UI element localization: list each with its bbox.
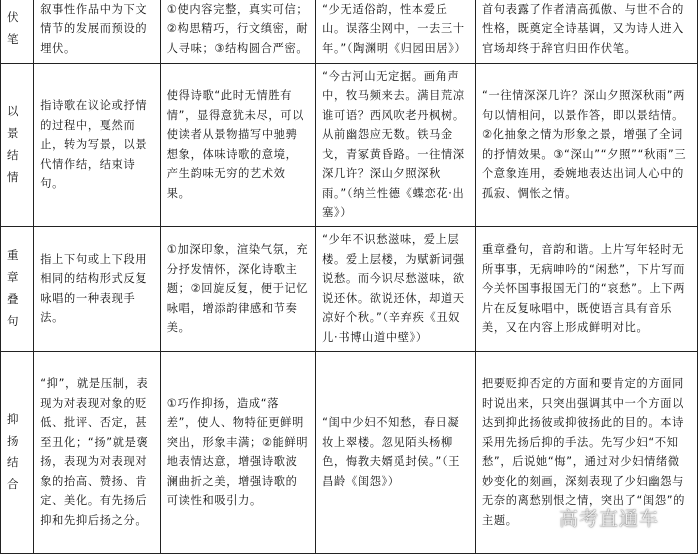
analysis-cell: 首句表露了作者清高孤傲、与世不合的性格，既奠定全诗基调，又为诗人进入官场却终于辞官归田作伏笔。 bbox=[475, 0, 697, 64]
effect-cell: 使得诗歌“此时无情胜有情”，显得意犹未尽，可以使读者从景物描写中驰骋想象，体味诗歌的意境，产生韵味无穷的艺术效果。 bbox=[160, 64, 315, 227]
table-row bbox=[1, 0, 698, 64]
definition-cell: “抑”，就是压制，表现为对表现对象的贬低、批评、否定，甚至丑化；“扬”就是褒扬，表现为对表现对象的抬高、赞扬、肯定、美化。有先扬后抑和先抑后扬之分。 bbox=[34, 351, 161, 553]
technique-name-cell: 抑扬结合 bbox=[1, 351, 34, 553]
example-cell: “少无适俗韵，性本爱丘山。误落尘网中，一去三十年。”（陶渊明《归园田居》） bbox=[316, 0, 476, 64]
analysis-cell: “一往情深深几许？深山夕照深秋雨”两句以情相问，以景作答，即以景结情。②化抽象之情为形象之景，增强了全词的抒情效果。③“深山”“夕照”“秋雨”三个意象连用，委婉地表达出词人心中的孤寂、惆怅之情。 bbox=[475, 64, 697, 227]
example-cell: “闺中少妇不知愁，春日凝妆上翠楼。忽见陌头杨柳色，悔教夫婿觅封侯。”（王昌龄《闺怨》） bbox=[316, 351, 476, 553]
effect-cell: ①巧作抑扬，造成“落差”，使人、物特征更鲜明突出，形象丰满；②能鲜明地表情达意，增强诗歌波澜曲折之美，增强诗歌的可读性和吸引力。 bbox=[160, 351, 315, 553]
example-cell: “今古河山无定据。画角声中，牧马频来去。满目荒凉谁可语？西风吹老丹枫树。从前幽怨应无数。铁马金戈，青冢黄昏路。一往情深深几许？深山夕照深秋雨。”（纳兰性德《蝶恋花·出塞》） bbox=[316, 64, 476, 227]
technique-name-cell: 重章叠句 bbox=[1, 226, 34, 351]
definition-cell: 指诗歌在议论或抒情的过程中，戛然而止，转为写景，以景代情作结，结束诗句。 bbox=[34, 64, 161, 227]
effect-cell: ①使内容完整，真实可信；②构思精巧，行文缜密，耐人寻味；③结构圆合严密。 bbox=[160, 0, 315, 64]
definition-cell: 叙事性作品中为下文情节的发展而预设的埋伏。 bbox=[34, 0, 161, 64]
table-row bbox=[1, 226, 698, 351]
analysis-cell: 重章叠句，音韵和谐。上片写年轻时无所事事，无病呻吟的“闲愁”，下片写而今关怀国事报国无门的“哀愁”。上下两片在反复咏唱中，既使语言具有音乐美，又在内容上形成鲜明对比。 bbox=[475, 226, 697, 351]
watermark-text: 高考直通车 bbox=[559, 508, 660, 530]
effect-cell: ①加深印象，渲染气氛，充分抒发情怀，深化诗歌主题；②回旋反复，便于记忆咏唱，增添韵律感和节奏美。 bbox=[160, 226, 315, 351]
example-cell: “少年不识愁滋味，爱上层楼。爱上层楼，为赋新词强说愁。而今识尽愁滋味，欲说还休。欲说还休，却道天凉好个秋。”（辛弃疾《丑奴儿·书博山道中壁》） bbox=[316, 226, 476, 351]
definition-cell: 指上下句或上下段用相同的结构形式反复咏唱的一种表现手法。 bbox=[34, 226, 161, 351]
technique-name-cell: 伏笔 bbox=[1, 0, 34, 64]
technique-name-cell: 以景结情 bbox=[1, 64, 34, 227]
table-row bbox=[1, 351, 698, 553]
table-row bbox=[1, 64, 698, 227]
analysis-cell: 把要贬抑否定的方面和要肯定的方面同时说出来，只突出强调其中一个方面以达到抑此扬彼或抑彼扬此的目的。本诗采用先扬后抑的手法。先写少妇“不知愁”，后说她“悔”，通过对少妇情绪微妙变化的刻画，深刻表现了少妇幽怨与无奈的离愁别恨之情，突出了“闺怨”的主题。 bbox=[475, 351, 697, 553]
